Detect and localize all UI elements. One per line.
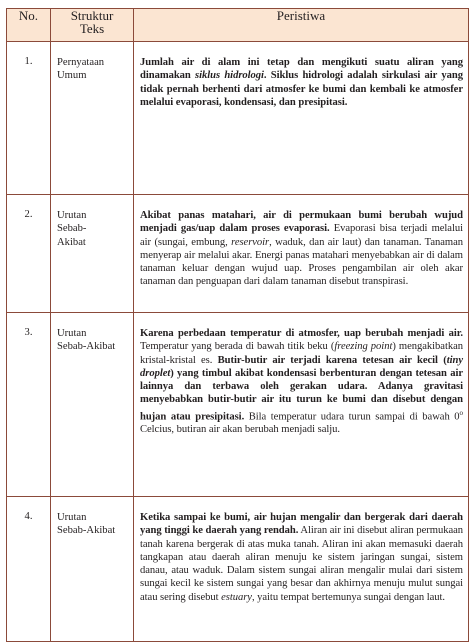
row-number: 3. [7,313,51,497]
struktur-cell [51,313,134,497]
bold-text: Karena perbedaan temperatur di atmosfer, uap berubah menjadi air. [140,328,463,339]
degree-superscript: o [459,408,463,417]
bold-text: Butir-butir air terjadi karena tetesan air kecil ( [217,354,447,366]
body-text: Evaporasi bisa terjadi melalui air (sungai, embung, [140,223,463,248]
row-number: 2. [7,195,51,313]
struktur-label: Sebab-Akibat [57,525,116,537]
body-text: ) mengakibatkan kristal-kristal es. [140,341,463,366]
struktur-label: Umum [57,70,87,82]
peristiwa-cell [134,313,469,497]
body-text: , yaitu tempat bertemunya sungai dengan laut. [251,591,446,603]
peristiwa-cell [134,42,469,195]
peristiwa-cell [134,195,469,313]
header-no: No. [7,9,51,42]
document-table [6,8,469,642]
struktur-label: Pernyataan [57,57,105,68]
header-struktur-line1: Struktur [70,8,114,23]
row-number: 4. [7,497,51,642]
peristiwa-cell [134,497,469,642]
struktur-label: Sebab-Akibat [57,341,116,353]
struktur-cell [51,195,134,313]
table-row [7,497,469,642]
bold-text: Jumlah air di alam ini tetap dan mengikuti suatu aliran yang dinamakan [140,57,463,82]
italic-text: siklus hidrologi [195,70,264,82]
struktur-label: Sebab- [57,223,87,235]
body-text: Bila temperatur udara turun sampai di bawah 0 [244,411,460,423]
bold-text: . Siklus hidrologi adalah sirkulasi air yang tidak pernah berhenti dari atmosfer ke bumi dan kembali ke atmosfer melalui evaporasi, kondensasi, dan presipitasi. [140,70,463,108]
struktur-cell [51,42,134,195]
italic-text: reservoir [231,236,270,248]
struktur-cell [51,497,134,642]
table-row [7,195,469,313]
struktur-label: Akibat [57,236,86,248]
row-number: 1. [7,42,51,195]
italic-text: freezing point [334,341,393,353]
body-text: Temperatur yang berada di bawah titik beku ( [140,341,335,353]
struktur-label: Urutan [57,210,87,221]
table-row [7,42,469,195]
body-text: Aliran air ini disebut aliran permukaan tanah karena bergerak di atas muka tanah. Aliran ini akan memasuki daerah tangkapan atau daerah aliran menuju ke sistem jaringan sungai, sistem danau, atau waduk. Dalam sistem sungai aliran mengalir mulai dari sistem sungai kecil ke sistem sungai yang besar dan akhirnya menuju mulut sungai atau sering disebut [140,525,463,603]
body-text: , waduk, dan air laut) dan tanaman. Tanaman menyerap air melalui akar. Energi panas matahari menyebabkan air di dalam tanaman keluar dengan wujud uap. Proses pengambilan air oleh akar tanaman dan penguapan dari dalam tanaman disebut transpirasi. [140,236,463,288]
bold-text: ) yang timbul akibat kondensasi berbenturan dengan tetesan air lainnya dan terbawa oleh gerakan udara. Adanya gravitasi menyebabkan butir-butir air itu turun ke bumi dan disebut dengan hujan atau presipitasi. [140,367,463,423]
struktur-label: Urutan [57,512,87,523]
header-struktur-line2: Teks [79,21,105,36]
table-row [7,313,469,497]
italic-text: estuary [221,591,252,603]
table-header [7,9,469,42]
header-struktur-teks [51,9,134,42]
bold-text: Akibat panas matahari, air di permukaan bumi berubah wujud menjadi gas/uap dalam proses evaporasi. [140,210,463,235]
bold-italic-text: tiny droplet [140,354,463,379]
body-text: Celcius, butiran air akan berubah menjadi salju. [140,424,340,436]
struktur-label: Urutan [57,328,87,339]
bold-text: Ketika sampai ke bumi, air hujan mengalir dan bergerak dari daerah yang tinggi ke daerah yang rendah. [140,512,463,537]
header-peristiwa: Peristiwa [134,9,469,42]
